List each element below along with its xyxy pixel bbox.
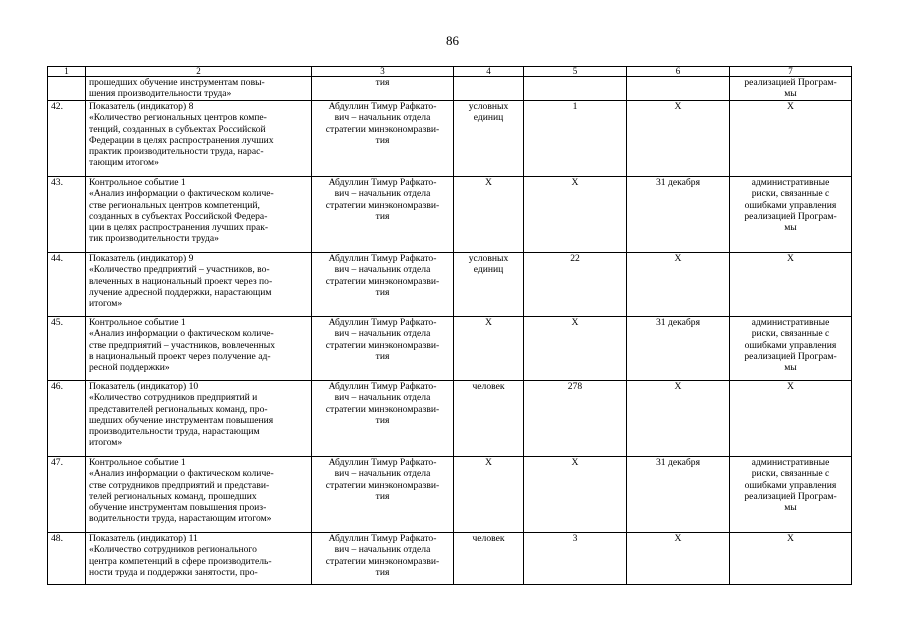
- row-number: 45.: [48, 317, 86, 381]
- row-unit: Х: [454, 177, 524, 253]
- row-executor: Абдуллин Тимур Рафкато- вич – начальник отдела стратегии минэкономразви- тия: [312, 381, 454, 457]
- row-date: [627, 77, 730, 101]
- row-description: Контрольное событие 1 «Анализ информации о фактическом количе- стве предприятий – участников, вовлеченных в национальный проект через получение ад- ресной поддержки»: [86, 317, 312, 381]
- row-executor: Абдуллин Тимур Рафкато- вич – начальник отдела стратегии минэкономразви- тия: [312, 253, 454, 317]
- table-row: [48, 381, 852, 457]
- continuation-row: [48, 77, 852, 101]
- column-number: 7: [730, 67, 852, 77]
- page-number: 86: [446, 33, 459, 48]
- row-description: Контрольное событие 1 «Анализ информации о фактическом количе- стве региональных центров компетенций, созданных в субъектах Российской Федера- ции в целях распространения лучших прак- тик производительности труда»: [86, 177, 312, 253]
- row-value: Х: [524, 177, 627, 253]
- row-description: Показатель (индикатор) 8 «Количество региональных центров компе- тенций, созданных в субъектах Российской Федерации в целях распространения лучших практик производительности труда, нарас- тающим итогом»: [86, 101, 312, 177]
- table-row: [48, 101, 852, 177]
- row-unit: человек: [454, 381, 524, 457]
- row-number: 47.: [48, 457, 86, 533]
- row-unit: Х: [454, 457, 524, 533]
- column-number: 2: [86, 67, 312, 77]
- column-number: 6: [627, 67, 730, 77]
- row-risk: Х: [730, 381, 852, 457]
- row-value: Х: [524, 317, 627, 381]
- row-executor: тия: [312, 77, 454, 101]
- row-number: 43.: [48, 177, 86, 253]
- row-date: Х: [627, 381, 730, 457]
- row-unit: человек: [454, 533, 524, 585]
- row-executor: Абдуллин Тимур Рафкато- вич – начальник отдела стратегии минэкономразви- тия: [312, 317, 454, 381]
- table-row: [48, 177, 852, 253]
- row-executor: Абдуллин Тимур Рафкато- вич – начальник отдела стратегии минэкономразви- тия: [312, 177, 454, 253]
- row-value: 278: [524, 381, 627, 457]
- row-value: 3: [524, 533, 627, 585]
- column-number: 4: [454, 67, 524, 77]
- row-description: Показатель (индикатор) 10 «Количество сотрудников предприятий и представителей региональных команд, про- шедших обучение инструментам повышения производительности труда, нарастающим итогом»: [86, 381, 312, 457]
- row-number: [48, 77, 86, 101]
- row-unit: условных единиц: [454, 253, 524, 317]
- row-risk: административные риски, связанные с ошибками управления реализацией Програм- мы: [730, 317, 852, 381]
- row-number: 48.: [48, 533, 86, 585]
- plan-table: [47, 66, 852, 585]
- column-number: 1: [48, 67, 86, 77]
- row-unit: Х: [454, 317, 524, 381]
- column-number-row: [48, 67, 852, 77]
- row-date: 31 декабря: [627, 177, 730, 253]
- row-executor: Абдуллин Тимур Рафкато- вич – начальник отдела стратегии минэкономразви- тия: [312, 457, 454, 533]
- row-description: Показатель (индикатор) 9 «Количество предприятий – участников, во- влеченных в национальный проект через по- лучение адресной поддержки, нарастающим итогом»: [86, 253, 312, 317]
- row-risk: Х: [730, 253, 852, 317]
- table-row: [48, 457, 852, 533]
- row-risk: реализацией Програм- мы: [730, 77, 852, 101]
- table-row: [48, 533, 852, 585]
- row-executor: Абдуллин Тимур Рафкато- вич – начальник отдела стратегии минэкономразви- тия: [312, 533, 454, 585]
- row-risk: административные риски, связанные с ошибками управления реализацией Програм- мы: [730, 177, 852, 253]
- table-row: [48, 253, 852, 317]
- row-number: 44.: [48, 253, 86, 317]
- row-value: [524, 77, 627, 101]
- row-date: Х: [627, 101, 730, 177]
- row-description: Контрольное событие 1 «Анализ информации о фактическом количе- стве сотрудников предприятий и представи- телей региональных команд, прошедших обучение инструментам повышения произ- водительности труда, нарастающим итогом»: [86, 457, 312, 533]
- row-description: прошедших обучение инструментам повы- шения производительности труда»: [86, 77, 312, 101]
- row-date: 31 декабря: [627, 317, 730, 381]
- row-date: 31 декабря: [627, 457, 730, 533]
- table-row: [48, 317, 852, 381]
- column-number: 3: [312, 67, 454, 77]
- row-description: Показатель (индикатор) 11 «Количество сотрудников регионального центра компетенций в сфере производитель- ности труда и поддержки занятости, про-: [86, 533, 312, 585]
- row-risk: Х: [730, 533, 852, 585]
- row-value: Х: [524, 457, 627, 533]
- row-date: Х: [627, 253, 730, 317]
- row-risk: Х: [730, 101, 852, 177]
- row-unit: [454, 77, 524, 101]
- row-value: 22: [524, 253, 627, 317]
- row-executor: Абдуллин Тимур Рафкато- вич – начальник отдела стратегии минэкономразви- тия: [312, 101, 454, 177]
- row-number: 42.: [48, 101, 86, 177]
- row-value: 1: [524, 101, 627, 177]
- row-unit: условных единиц: [454, 101, 524, 177]
- column-number: 5: [524, 67, 627, 77]
- row-date: Х: [627, 533, 730, 585]
- row-risk: административные риски, связанные с ошибками управления реализацией Програм- мы: [730, 457, 852, 533]
- row-number: 46.: [48, 381, 86, 457]
